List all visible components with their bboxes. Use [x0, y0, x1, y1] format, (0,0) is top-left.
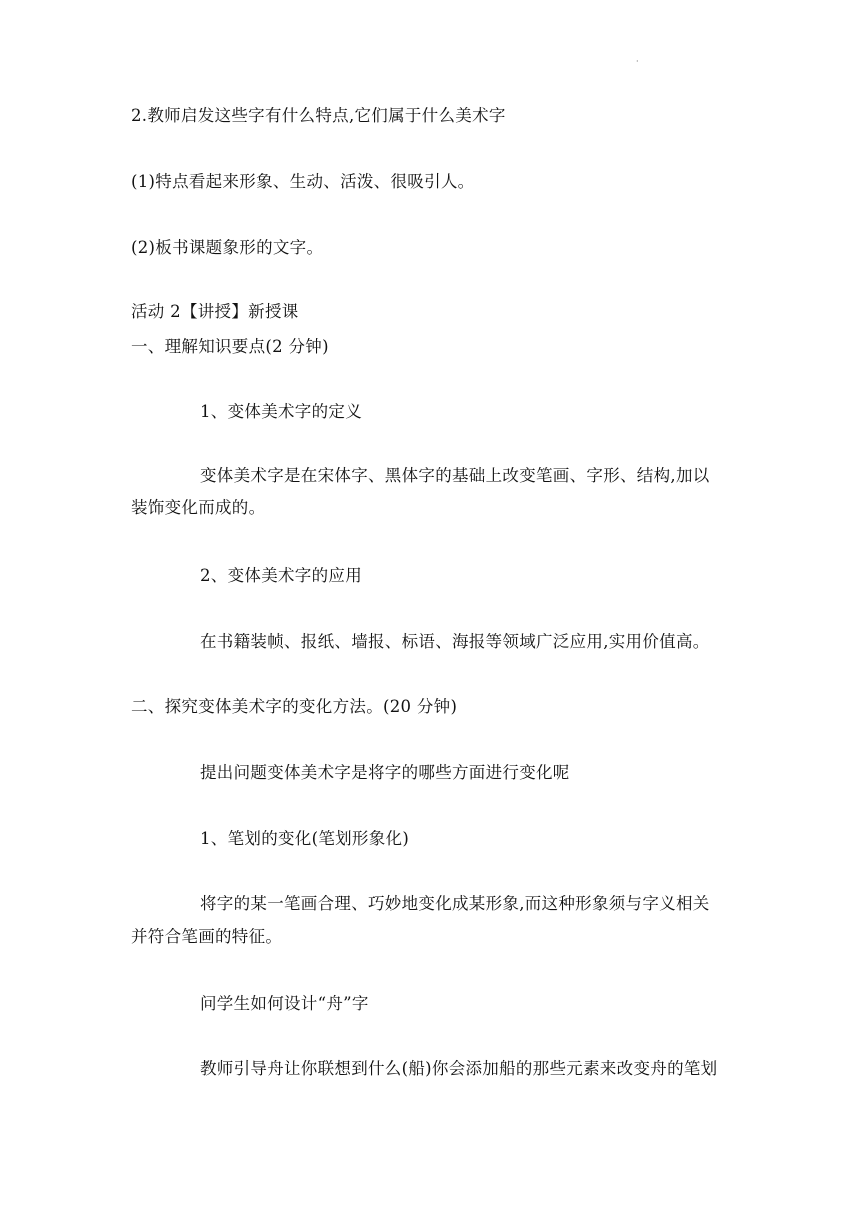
- paragraph-stroke-line-2: 并符合笔画的特征。: [131, 927, 283, 946]
- section-heading-2: 二、探究变体美术字的变化方法。(20 分钟): [131, 697, 458, 716]
- section-heading-activity-2: 活动 2【讲授】新授课: [131, 302, 299, 321]
- text-line-2: (1)特点看起来形象、生动、活泼、很吸引人。: [131, 172, 475, 191]
- question-design-zhou: 问学生如何设计“舟”字: [200, 994, 369, 1013]
- paragraph-application: 在书籍装帧、报纸、墙报、标语、海报等领域广泛应用,实用价值高。: [200, 632, 710, 651]
- corner-mark: ·: [636, 57, 639, 66]
- subheading-definition: 1、变体美术字的定义: [200, 402, 362, 421]
- subheading-application: 2、变体美术字的应用: [200, 566, 362, 585]
- teacher-guidance-line: 教师引导舟让你联想到什么(船)你会添加船的那些元素来改变舟的笔划: [200, 1059, 718, 1078]
- question-line: 提出问题变体美术字是将字的哪些方面进行变化呢: [200, 763, 570, 782]
- paragraph-stroke-line-1: 将字的某一笔画合理、巧妙地变化成某形象,而这种形象须与字义相关: [200, 894, 710, 913]
- paragraph-definition-line-2: 装饰变化而成的。: [131, 498, 266, 517]
- text-line-1: 2.教师启发这些字有什么特点,它们属于什么美术字: [131, 106, 506, 125]
- paragraph-definition-line-1: 变体美术字是在宋体字、黑体字的基础上改变笔画、字形、结构,加以: [200, 466, 710, 485]
- text-line-3: (2)板书课题象形的文字。: [131, 238, 324, 257]
- section-heading-1: 一、理解知识要点(2 分钟): [131, 337, 329, 356]
- subheading-stroke-change: 1、笔划的变化(笔划形象化): [200, 829, 410, 848]
